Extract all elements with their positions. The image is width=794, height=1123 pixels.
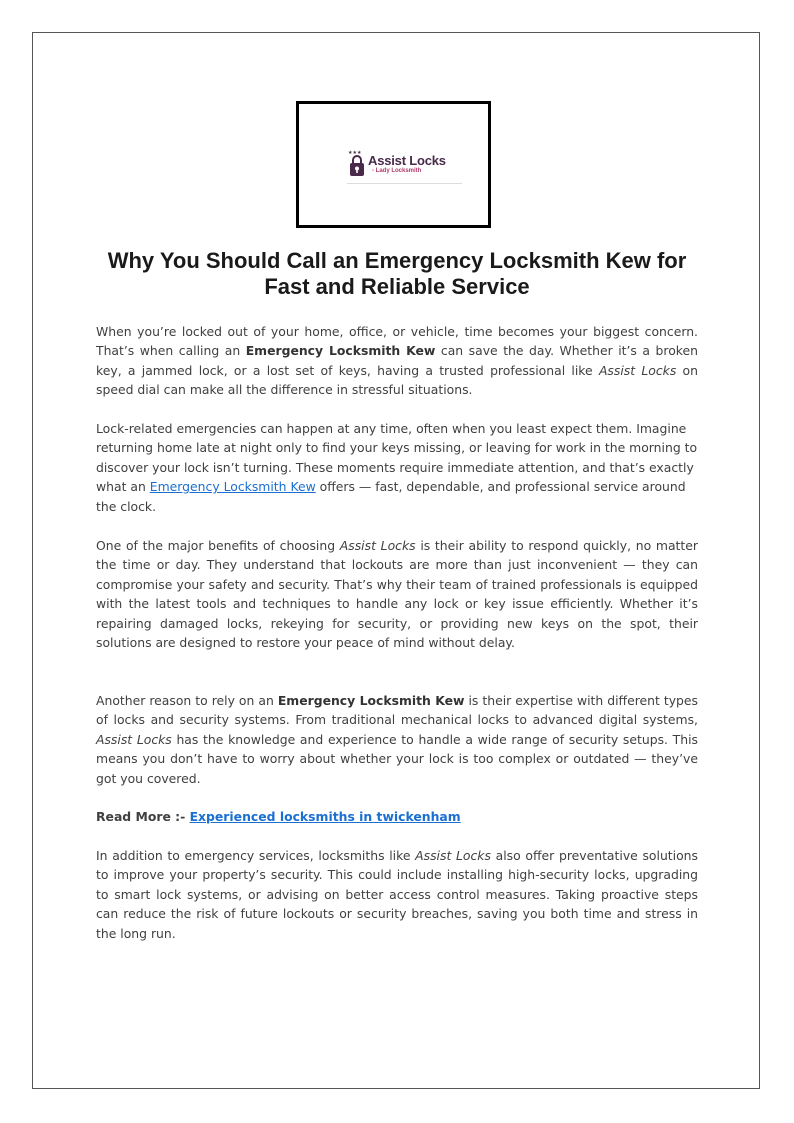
text: When you’re locked out of your home, office, or vehicle, time becomes your biggest concern. That’s when calling an: [96, 324, 698, 359]
page-title: Why You Should Call an Emergency Locksmith Kew for Fast and Reliable Service: [107, 248, 687, 299]
keyword-bold: Emergency Locksmith Kew: [277, 693, 465, 708]
brand-italic: Assist Locks: [339, 538, 416, 553]
emergency-locksmith-kew-link[interactable]: Emergency Locksmith Kew: [149, 479, 316, 495]
read-more-line: [96, 807, 698, 826]
text: In addition to emergency services, locksmiths like: [96, 848, 416, 863]
read-more-link[interactable]: Experienced locksmiths in twickenham: [189, 809, 461, 824]
padlock-icon: [347, 148, 367, 182]
text: is their ability to respond quickly, no matter the time or day. They understand that lockouts are more than just inconvenient — they can compromise your safety and security. That’s why their team of trained professionals is equipped with the latest tools and techniques to handle any lock or key issue efficiently. Whether it’s repairing damaged locks, rekeying for security, or providing new keys on the spot, their solutions are designed to restore your peace of mind without delay.: [96, 538, 698, 651]
text: can save the day. Whether it’s a broken key, a jammed lock, or a lost set of keys, having a trusted professional like: [96, 343, 698, 378]
paragraph-benefits: [96, 536, 698, 652]
text: on speed dial can make all the difference in stressful situations.: [96, 362, 698, 398]
logo-frame: [296, 101, 491, 228]
brand-italic: Assist Locks: [598, 362, 677, 378]
text: also offer preventative solutions to improve your property’s security. This could include installing high-security locks, upgrading to smart lock systems, or advising on better access control measures. Taking proactive steps can reduce the risk of future lockouts or security breaches, saving you both time and stress in the long run.: [96, 848, 698, 941]
logo-stars: ★★★: [348, 150, 362, 156]
paragraph-expertise: [96, 691, 698, 788]
text: Another reason to rely on an: [96, 693, 278, 708]
keyword-bold: Emergency Locksmith Kew: [245, 343, 436, 359]
logo-name: Assist Locks: [368, 153, 446, 168]
read-more-label: Read More :-: [96, 809, 190, 824]
logo-tagline: - Lady Locksmith: [372, 168, 422, 174]
brand-italic: Assist Locks: [96, 731, 172, 747]
text: offers — fast, dependable, and professional service around the clock.: [96, 479, 686, 514]
assist-locks-logo: [347, 148, 462, 188]
text: has the knowledge and experience to handle a wide range of security setups. This means you don’t have to worry about whether your lock is too complex or outdated — they’ve got you covered.: [96, 731, 698, 786]
text: is their expertise with different types of locks and security systems. From traditional mechanical locks to advanced digital systems,: [96, 693, 698, 728]
paragraph-intro: [96, 322, 698, 400]
text: One of the major benefits of choosing: [96, 538, 340, 553]
text: Lock-related emergencies can happen at any time, often when you least expect them. Imagine returning home late at night only to find your keys missing, or leaving for work in the morning to discover your lock isn’t turning. These moments require immediate attention, and that’s exactly what an: [96, 421, 698, 495]
logo-underline: [347, 183, 462, 184]
paragraph-preventative: [96, 846, 698, 943]
brand-italic: Assist Locks: [415, 848, 491, 863]
paragraph-emergencies: [96, 419, 698, 516]
